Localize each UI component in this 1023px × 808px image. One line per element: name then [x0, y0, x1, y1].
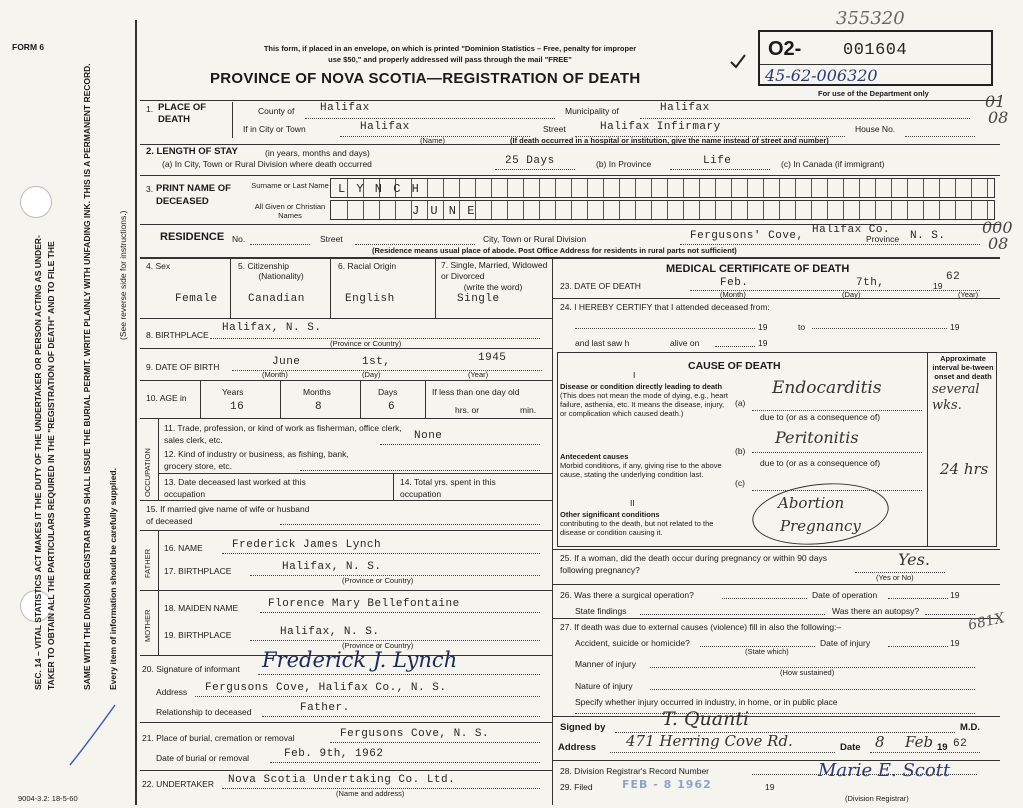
name-grid-cell-divider [827, 179, 828, 197]
street-value: Halifax Infirmary [600, 121, 721, 133]
pencil-number: 355320 [836, 8, 905, 29]
name-grid-cell-divider [987, 201, 988, 219]
name-grid-cell-divider [763, 201, 764, 219]
margin-code-3: 000 [982, 218, 1013, 237]
cause-b-value: Peritonitis [775, 428, 859, 447]
residence-county: Halifax Co. [812, 224, 891, 236]
attend-from-19: 19 [758, 322, 768, 332]
form-number: FORM 6 [12, 42, 45, 52]
dob-label: 9. DATE OF BIRTH [146, 362, 220, 372]
roman-2: II [630, 498, 635, 508]
mother-birthplace: Halifax, N. S. [280, 626, 380, 638]
name-grid-cell-divider [475, 179, 476, 197]
father-birthplace: Halifax, N. S. [282, 561, 382, 573]
relation-value: Father. [300, 702, 350, 714]
name-grid-cell-divider [619, 179, 620, 197]
county-value: Halifax [320, 102, 370, 114]
name-grid-cell-divider [923, 179, 924, 197]
min-label: min. [520, 405, 537, 415]
physician-address-label: Address [558, 742, 597, 753]
name-grid-cell-divider [651, 179, 652, 197]
given-label: All Given or Christian Names [254, 202, 326, 220]
injury-date-label: Date of injury [820, 638, 871, 648]
surname-label: Surname or Last Name [251, 181, 329, 190]
name-grid-cell-divider [635, 201, 636, 219]
place-number: 1. [146, 104, 154, 114]
specify-label: Specify whether injury occurred in industry, in home, or in public place [575, 697, 838, 707]
physician-address: 471 Herring Cove Rd. [626, 732, 793, 750]
name-grid-cell-divider [555, 179, 556, 197]
municipality-label: Municipality of [565, 106, 619, 116]
racial-value: English [345, 293, 395, 305]
years-value: 16 [230, 401, 245, 413]
name-grid-cell-divider [651, 201, 652, 219]
informant-label: 20. Signature of informant [142, 664, 240, 674]
name-grid-cell-divider [971, 179, 972, 197]
residence-province-label: Province [866, 234, 900, 244]
name-grid-cell-divider [571, 201, 572, 219]
op-date-label: Date of operation [812, 590, 878, 600]
q26-label: 26. Was there a surgical operation? [560, 590, 694, 600]
given-value: J U N E [412, 204, 477, 218]
other-label-bold: Other significant conditions [560, 510, 660, 519]
q29-label: 29. Filed [560, 782, 593, 792]
stay-a-label: (a) In City, Town or Rural Division where death occurred [162, 159, 372, 169]
q11-label: 11. Trade, profession, or kind of work as fisherman, office clerk, sales clerk, etc. [164, 423, 402, 445]
margin-code-1: 01 [985, 92, 1006, 111]
name-grid-cell-divider [507, 179, 508, 197]
cause-a-marker: (a) [735, 398, 746, 408]
name-grid-cell-divider [939, 179, 940, 197]
informant-address-label: Address [156, 687, 188, 697]
mail-notice-2: use $50," and properly addressed will pass through the mail "FREE" [328, 55, 572, 64]
roman-1: I [633, 370, 636, 380]
disease-note: (This does not mean the mode of dying, e.g., heart failure, asthenia, etc. It means the disease, injury, or complication which caused death.) [560, 391, 729, 418]
cause-c-marker: (c) [735, 478, 745, 488]
dob-day-caption: (Day) [362, 370, 381, 379]
name-number: 3. [146, 184, 154, 194]
name-grid-cell-divider [955, 179, 956, 197]
municipality-value: Halifax [660, 102, 710, 114]
age-label: 10. AGE in [146, 393, 187, 403]
surname-value: L Y N C H [338, 182, 421, 196]
name-grid-cell-divider [587, 179, 588, 197]
cause-a-value: Endocarditis [772, 378, 882, 398]
sex-label: 4. Sex [146, 261, 171, 271]
autopsy-label: Was there an autopsy? [832, 606, 920, 616]
registrar-signature: Marie E. Scott [818, 760, 951, 781]
birthplace-label: 8. BIRTHPLACE [146, 330, 209, 340]
city-label: If in City or Town [243, 124, 306, 134]
name-grid-cell-divider [987, 179, 988, 197]
margin-code-4: 08 [988, 234, 1009, 253]
street-label: Street [543, 124, 566, 134]
name-grid-cell-divider [667, 201, 668, 219]
hospital-note: (If death occurred in a hospital or institution, give the name instead of street and number) [510, 136, 829, 145]
undertaker-label: 22. UNDERTAKER [142, 779, 214, 789]
days-value: 6 [388, 401, 396, 413]
side-text-line2: TAKER TO OBTAIN ALL THE PARTICULARS REQUIRED IN THE "REGISTRATION OF DEATH" AND TO FILE THE [46, 241, 56, 690]
stay-label: 2. LENGTH OF STAY [146, 146, 238, 157]
death-year-caption: (Year) [958, 290, 979, 299]
q25-label: 25. If a woman, did the death occur during pregnancy or within 90 days following pregnancy? [560, 553, 827, 575]
name-grid-cell-divider [859, 179, 860, 197]
residence-street-label: Street [320, 234, 343, 244]
antecedent-note: Morbid conditions, if any, giving rise to the above cause, stating the underlying condition last. [560, 461, 722, 479]
punch-hole-top [20, 186, 52, 218]
filed-19: 19 [765, 782, 775, 792]
mother-name-label: 18. MAIDEN NAME [164, 603, 239, 613]
days-label: Days [378, 387, 398, 397]
name-grid-cell-divider [715, 201, 716, 219]
citizen-label: 5. Citizenship [238, 261, 290, 271]
name-grid-cell-divider [491, 201, 492, 219]
name-grid-cell-divider [571, 179, 572, 197]
birthplace-value: Halifax, N. S. [222, 322, 322, 334]
q23-label: 23. DATE OF DEATH [560, 281, 641, 291]
stay-a-value: 25 Days [505, 155, 555, 167]
q28-label: 28. Division Registrar's Record Number [560, 766, 710, 776]
name-label: PRINT NAME OF DECEASED [156, 183, 231, 207]
name-grid-cell-divider [875, 201, 876, 219]
name-grid-cell-divider [587, 201, 588, 219]
name-grid-cell-divider [363, 201, 364, 219]
death-day: 7th, [856, 277, 885, 289]
name-grid-cell-divider [843, 201, 844, 219]
dob-month: June [272, 356, 301, 368]
margin-code-2: 08 [988, 108, 1009, 127]
name-grid-cell-divider [907, 179, 908, 197]
name-grid-cell-divider [859, 201, 860, 219]
name-grid-cell-divider [667, 179, 668, 197]
name-grid-cell-divider [955, 201, 956, 219]
interval-heading: Approximate interval be-tween onset and death [932, 354, 994, 381]
name-grid-cell-divider [635, 179, 636, 197]
nature-label: Nature of injury [575, 681, 633, 691]
father-birthplace-caption: (Province or Country) [342, 576, 414, 585]
signed-date-day: 8 [875, 733, 885, 751]
mother-side-label: MOTHER [143, 609, 152, 642]
years-label: Years [222, 387, 244, 397]
death-month: Feb. [720, 277, 749, 289]
death-year: 62 [946, 271, 961, 283]
relation-label: Relationship to deceased [156, 707, 252, 717]
death-month-caption: (Month) [720, 290, 746, 299]
name-grid-cell-divider [731, 179, 732, 197]
due-to-1: due to (or as a consequence of) [760, 412, 881, 422]
name-grid-cell-divider [747, 179, 748, 197]
burial-date-label: Date of burial or removal [156, 753, 250, 763]
q15-label: 15. If married give name of wife or husband of deceased [146, 504, 310, 526]
name-grid-cell-divider [731, 201, 732, 219]
side-text-line3: SAME WITH THE DIVISION REGISTRAR WHO SHALL ISSUE THE BURIAL PERMIT. WRITE PLAINLY WITH UNFADING INK. THIS IS A PERMANENT RECORD. [82, 63, 92, 690]
last-saw-label: and last saw h [575, 338, 630, 348]
attend-to-19: 19 [950, 322, 960, 332]
months-value: 8 [315, 401, 323, 413]
name-grid-cell-divider [699, 179, 700, 197]
name-grid-cell-divider [555, 201, 556, 219]
name-grid-cell-divider [779, 179, 780, 197]
name-grid-cell-divider [795, 201, 796, 219]
burial-place: Fergusons Cove, N. S. [340, 728, 490, 740]
name-grid-cell-divider [459, 179, 460, 197]
signed-date-label: Date [840, 742, 861, 753]
margin-note-681x: 681X [966, 610, 1006, 634]
residence-division-label: City, Town or Rural Division [483, 234, 587, 244]
name-grid-cell-divider [811, 201, 812, 219]
burial-date: Feb. 9th, 1962 [284, 748, 384, 760]
mail-notice-1: This form, if placed in an envelope, on which is printed "Dominion Statistics – Free, penalty for improper [263, 44, 637, 53]
q27-label: 27. If death was due to external causes (violence) fill in also the following:– [560, 622, 842, 632]
name-grid-cell-divider [779, 201, 780, 219]
manner-label: Manner of injury [575, 659, 636, 669]
name-grid-cell-divider [699, 201, 700, 219]
less-than-day-label: If less than one day old [432, 387, 520, 397]
dob-year-caption: (Year) [468, 370, 489, 379]
state-which-caption: (State which) [745, 647, 789, 656]
side-text-line5: (See reverse side for instructions.) [118, 210, 128, 340]
marital-value: Single [457, 293, 500, 305]
pen-stroke [60, 700, 120, 770]
signed-date-year: 62 [953, 738, 968, 750]
q24-label: 24. I HEREBY CERTIFY that I attended deceased from: [560, 302, 770, 312]
name-grid-cell-divider [875, 179, 876, 197]
county-label: County of [258, 106, 295, 116]
cause-heading: CAUSE OF DEATH [688, 360, 781, 372]
name-grid-cell-divider [443, 179, 444, 197]
name-caption: (Name) [420, 136, 446, 145]
alive-on-label: alive on [670, 338, 700, 348]
name-grid-cell-divider [491, 179, 492, 197]
city-value: Halifax [360, 121, 410, 133]
q25-answer: Yes. [898, 550, 930, 569]
name-grid-cell-divider [747, 201, 748, 219]
surname-grid [330, 178, 995, 198]
name-grid-cell-divider [763, 179, 764, 197]
side-text-line4: Every item of information should be carefully supplied. [108, 468, 118, 690]
stay-c-label: (c) In Canada (if immigrant) [781, 159, 885, 169]
stay-b-label: (b) In Province [596, 159, 652, 169]
other-conditions-label [560, 510, 732, 537]
occupation-side-label: OCCUPATION [143, 448, 152, 497]
filed-stamp: FEB - 8 1962 [622, 778, 712, 791]
other-condition-1: Abortion [778, 494, 845, 512]
stay-b-value: Life [703, 155, 732, 167]
name-grid-cell-divider [907, 201, 908, 219]
check-mark [728, 52, 748, 72]
cause-b-marker: (b) [735, 446, 746, 456]
marital-note: (write the word) [463, 282, 523, 292]
marital-label: 7. Single, Married, Widowed or Divorced [441, 260, 548, 281]
q13-label: 13. Date deceased last worked at this occupation [164, 477, 306, 499]
name-grid-cell-divider [539, 179, 540, 197]
name-grid-cell-divider [523, 179, 524, 197]
md-label: M.D. [960, 722, 981, 733]
death-year-prefix: 19 [933, 281, 943, 291]
death-day-caption: (Day) [842, 290, 861, 299]
q12-label: 12. Kind of industry or business, as fishing, bank, grocery store, etc. [164, 449, 349, 471]
mother-birthplace-caption: (Province or Country) [342, 641, 414, 650]
name-grid-cell-divider [827, 201, 828, 219]
father-side-label: FATHER [143, 548, 152, 578]
signed-date-19: 19 [937, 742, 948, 753]
name-grid-cell-divider [539, 201, 540, 219]
department-use-label: For use of the Department only [818, 89, 929, 98]
name-grid-cell-divider [603, 201, 604, 219]
house-label: House No. [855, 124, 896, 134]
name-grid-cell-divider [395, 201, 396, 219]
hrs-label: hrs. or [455, 405, 480, 415]
side-divider [135, 20, 137, 805]
side-text-line1: SEC. 14 – VITAL STATISTICS ACT MAKES IT THE DUTY OF THE UNDERTAKER OR PERSON ACTING AS UNDER- [33, 235, 43, 690]
mother-birthplace-label: 19. BIRTHPLACE [164, 630, 232, 640]
name-grid-cell-divider [619, 201, 620, 219]
racial-label: 6. Racial Origin [338, 261, 397, 271]
name-grid-cell-divider [715, 179, 716, 197]
citizen-value: Canadian [248, 293, 305, 305]
name-grid-cell-divider [683, 179, 684, 197]
sex-value: Female [175, 293, 218, 305]
name-grid-cell-divider [891, 179, 892, 197]
yes-no-caption: (Yes or No) [876, 573, 914, 582]
name-grid-cell-divider [427, 179, 428, 197]
registration-number: 001604 [843, 41, 908, 60]
name-grid-cell-divider [971, 201, 972, 219]
name-grid-cell-divider [523, 201, 524, 219]
name-grid-cell-divider [347, 201, 348, 219]
dob-year: 1945 [478, 352, 507, 364]
interval-a-value: several wks. [932, 382, 980, 413]
place-label: PLACE OF DEATH [158, 102, 207, 125]
residence-label: RESIDENCE [160, 231, 225, 243]
state-findings-label: State findings [575, 606, 627, 616]
name-grid-cell-divider [683, 201, 684, 219]
residence-note: (Residence means usual place of abode. Post Office Address for residents in rural parts not sufficient) [372, 246, 737, 255]
other-note: contributing to the death, but not related to the disease or condition causing it. [560, 519, 714, 537]
antecedent-label-bold: Antecedent causes [560, 452, 629, 461]
father-name-label: 16. NAME [164, 543, 203, 553]
mother-name: Florence Mary Bellefontaine [268, 598, 460, 610]
footer-code: 9004-3.2: 18-5-60 [18, 794, 78, 803]
accident-label: Accident, suicide or homicide? [575, 638, 690, 648]
due-to-2: due to (or as a consequence of) [760, 458, 881, 468]
residence-province: N. S. [910, 230, 946, 242]
informant-signature: Frederick J. Lynch [262, 648, 458, 672]
name-grid-cell-divider [603, 179, 604, 197]
how-caption: (How sustained) [780, 668, 835, 677]
signed-date-month: Feb [905, 733, 934, 751]
antecedent-label [560, 452, 732, 479]
father-name: Frederick James Lynch [232, 539, 382, 551]
birthplace-caption: (Province or Country) [330, 339, 402, 348]
registrar-caption: (Division Registrar) [845, 794, 909, 803]
name-grid-cell-divider [507, 201, 508, 219]
citizen-note: (Nationality) [258, 271, 304, 281]
disease-label [560, 382, 730, 418]
q11-value: None [414, 430, 443, 442]
medical-heading: MEDICAL CERTIFICATE OF DEATH [666, 263, 850, 275]
name-grid-cell-divider [811, 179, 812, 197]
injury-19: 19 [950, 638, 960, 648]
stay-note: (in years, months and days) [265, 148, 370, 158]
q14-label: 14. Total yrs. spent in this occupation [400, 477, 496, 499]
name-grid-cell-divider [939, 201, 940, 219]
handwritten-number: 45-62-006320 [765, 66, 878, 85]
interval-b-value: 24 hrs [940, 460, 989, 478]
name-grid-cell-divider [379, 201, 380, 219]
name-grid-cell-divider [843, 179, 844, 197]
alive-on-19: 19 [758, 338, 768, 348]
name-grid-cell-divider [795, 179, 796, 197]
undertaker-caption: (Name and address) [336, 789, 405, 798]
undertaker-name: Nova Scotia Undertaking Co. Ltd. [228, 774, 456, 786]
registration-prefix: O2- [768, 38, 802, 60]
residence-no-label: No. [232, 234, 246, 244]
signed-by-label: Signed by [560, 722, 606, 733]
dob-month-caption: (Month) [262, 370, 288, 379]
burial-place-label: 21. Place of burial, cremation or removal [142, 733, 295, 743]
months-label: Months [303, 387, 331, 397]
op-date-19: 19 [950, 590, 960, 600]
disease-label-bold: Disease or condition directly leading to death [560, 382, 723, 391]
father-birthplace-label: 17. BIRTHPLACE [164, 566, 232, 576]
residence-division: Fergusons' Cove, [690, 230, 804, 242]
name-grid-cell-divider [923, 201, 924, 219]
other-condition-2: Pregnancy [780, 517, 861, 535]
name-grid-cell-divider [891, 201, 892, 219]
dob-day: 1st, [362, 356, 391, 368]
attend-to-label: to [798, 322, 806, 332]
physician-signature: T. Quanti [662, 708, 750, 730]
informant-address: Fergusons Cove, Halifax Co., N. S. [205, 682, 447, 694]
form-title: PROVINCE OF NOVA SCOTIA—REGISTRATION OF DEATH [210, 70, 641, 87]
